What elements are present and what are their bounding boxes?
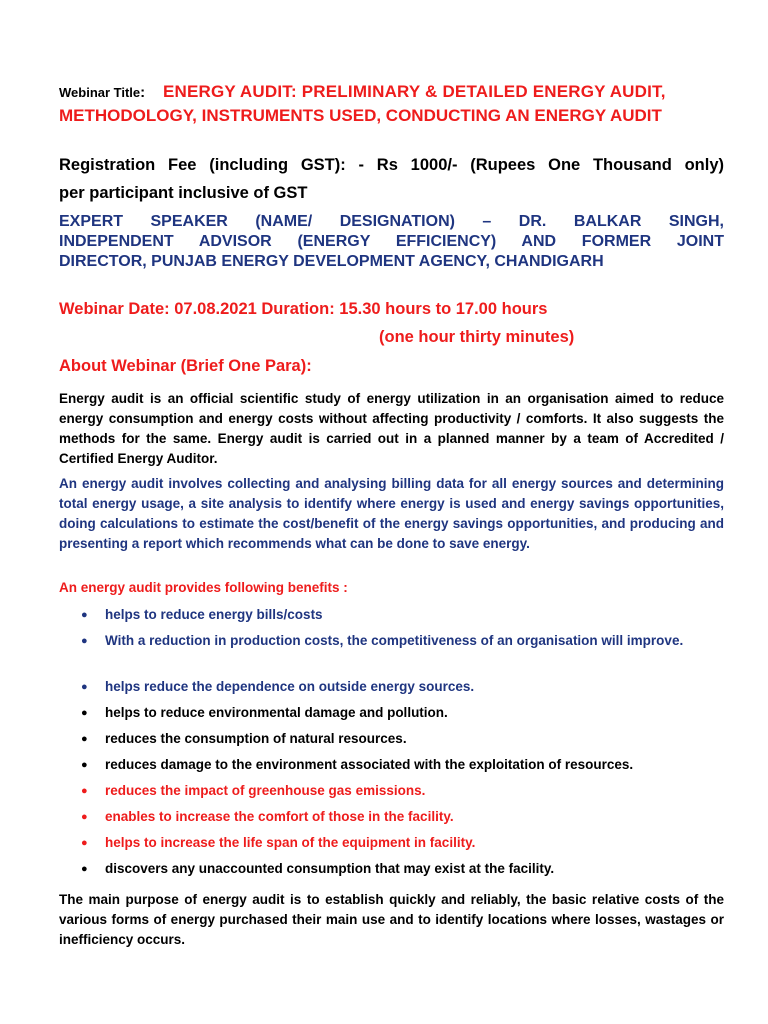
benefit-text: reduces damage to the environment associated with the exploitation of resources.: [105, 757, 634, 772]
registration-fee: [59, 151, 724, 207]
benefit-item: [59, 833, 724, 859]
webinar-date: Webinar Date: 07.08.2021 Duration: 15.30 hours to 17.00 hours: [59, 300, 548, 318]
bullet-icon: ●: [81, 609, 88, 621]
benefit-item: [59, 729, 724, 755]
benefit-text: helps reduce the dependence on outside energy sources.: [105, 679, 475, 694]
bullet-icon: ●: [81, 707, 88, 719]
bullet-icon: ●: [81, 811, 88, 823]
expert-speaker-line-2: INDEPENDENT ADVISOR (ENERGY EFFICIENCY) AND FORMER JOINT: [59, 233, 724, 250]
bullet-icon: ●: [81, 759, 88, 771]
duration-note: (one hour thirty minutes): [379, 328, 575, 346]
webinar-title-label: Webinar Title: [59, 85, 141, 100]
benefit-text: reduces the impact of greenhouse gas emissions.: [105, 783, 426, 798]
bullet-icon: ●: [81, 785, 88, 797]
bullet-icon: ●: [81, 863, 88, 875]
benefit-item: [59, 631, 724, 677]
benefit-item: [59, 859, 724, 885]
bullet-icon: ●: [81, 635, 88, 647]
benefit-text: With a reduction in production costs, the competitiveness of an organisation will improve.: [105, 633, 684, 648]
bullet-icon: ●: [81, 681, 88, 693]
expert-speaker: [59, 212, 724, 272]
benefit-text: enables to increase the comfort of those in the facility.: [105, 809, 454, 824]
benefits-heading: An energy audit provides following benefits :: [59, 580, 348, 595]
webinar-title-line-2: METHODOLOGY, INSTRUMENTS USED, CONDUCTING AN ENERGY AUDIT: [59, 106, 662, 125]
benefit-text: helps to increase the life span of the equipment in facility.: [105, 835, 476, 850]
benefit-item: [59, 781, 724, 807]
benefits-list: [59, 605, 724, 885]
benefit-text: helps to reduce energy bills/costs: [105, 607, 323, 622]
webinar-title-block: Webinar Title: ENERGY AUDIT: PRELIMINARY & DETAILED ENERGY AUDIT, METHODOLOGY, INSTRUMENTS USED, CONDUCTING AN ENERGY AUDIT: [59, 80, 744, 127]
webinar-title-line-1: ENERGY AUDIT: PRELIMINARY & DETAILED ENERGY AUDIT,: [162, 82, 666, 101]
bullet-icon: ●: [81, 837, 88, 849]
benefit-item: [59, 703, 724, 729]
bullet-icon: ●: [81, 733, 88, 745]
benefit-text: reduces the consumption of natural resources.: [105, 731, 407, 746]
benefit-text: discovers any unaccounted consumption that may exist at the facility.: [105, 861, 555, 876]
registration-fee-line-2: per participant inclusive of GST: [59, 184, 308, 202]
paragraph-process: An energy audit involves collecting and analysing billing data for all energy sources and determining total energy usage, a site analysis to identify where energy is used and energy savings opportunities, doing calculations to estimate the cost/benefit of the energy savings opportunities, and producing and presenting a report which recommends what can be done to save energy.: [59, 476, 724, 551]
registration-fee-line-1: Registration Fee (including GST): - Rs 1000/- (Rupees One Thousand only): [59, 156, 724, 174]
expert-speaker-line-1: EXPERT SPEAKER (NAME/ DESIGNATION) – DR. BALKAR SINGH,: [59, 213, 724, 230]
expert-speaker-line-3: DIRECTOR, PUNJAB ENERGY DEVELOPMENT AGENCY, CHANDIGARH: [59, 253, 604, 270]
benefit-item: [59, 807, 724, 833]
about-webinar-heading: About Webinar (Brief One Para):: [59, 357, 312, 375]
benefit-text: helps to reduce environmental damage and pollution.: [105, 705, 448, 720]
benefit-item: [59, 677, 724, 703]
paragraph-definition: Energy audit is an official scientific study of energy utilization in an organisation aimed to reduce energy consumption and energy costs without affecting productivity / comforts. It also suggests the methods for the same. Energy audit is carried out in a planned manner by a team of Accredited / Certified Energy Auditor.: [59, 391, 724, 466]
benefit-item: [59, 605, 724, 631]
paragraph-purpose: The main purpose of energy audit is to establish quickly and reliably, the basic relative costs of the various forms of energy purchased their main use and to identify locations where losses, wastages or inefficiency occurs.: [59, 892, 724, 947]
benefit-item: [59, 755, 724, 781]
